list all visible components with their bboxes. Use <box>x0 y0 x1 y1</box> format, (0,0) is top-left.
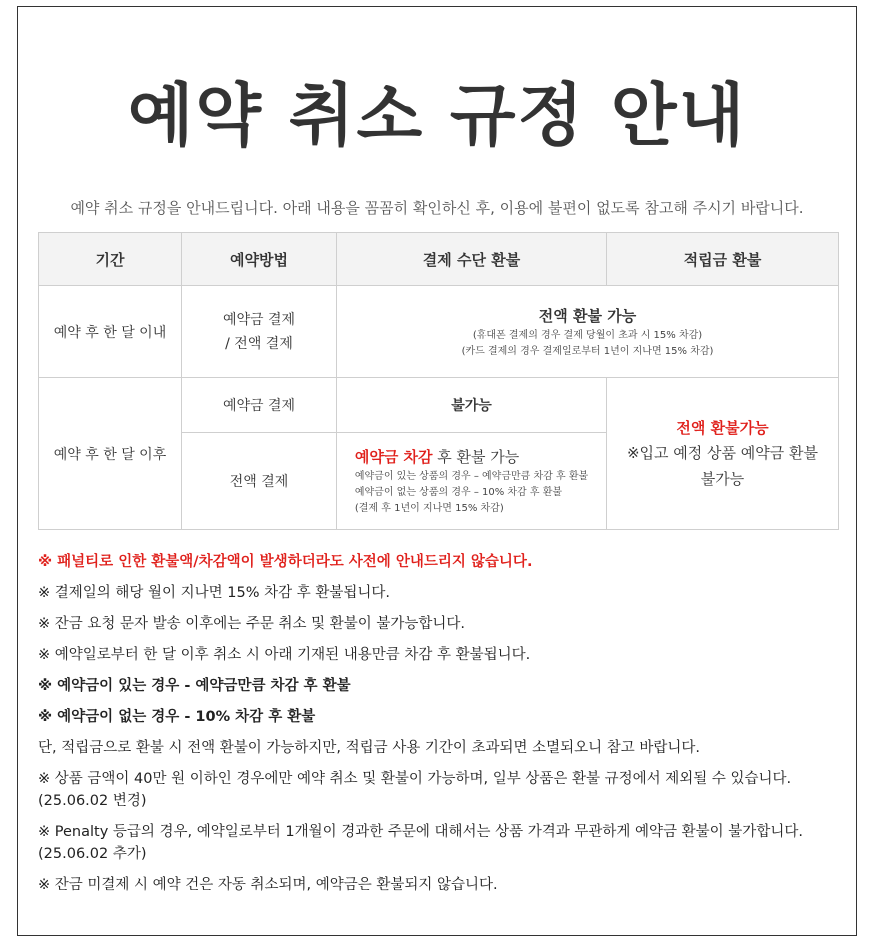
method-cell: 전액 결제 <box>182 433 337 530</box>
method-cell <box>182 286 337 378</box>
method-line: / 전액 결제 <box>225 335 293 352</box>
method-line: 예약금 결제 <box>222 311 296 328</box>
intro-text: 예약 취소 규정을 안내드립니다. 아래 내용을 꼼꼼히 확인하신 후, 이용에 불편이 없도록 참고해 주시기 바랍니다. <box>70 199 804 217</box>
period-cell: 예약 후 한 달 이내 <box>39 286 182 378</box>
refund-note: 예약금이 없는 상품의 경우 – 10% 차감 후 환불 <box>354 487 563 498</box>
note-item: ※ 예약금이 없는 경우 - 10% 차감 후 환불 <box>38 709 316 725</box>
refund-note: (휴대폰 결제의 경우 결제 당월이 초과 시 15% 차감) <box>472 329 703 341</box>
table-header-row <box>39 233 839 286</box>
refund-note: 예약금이 있는 상품의 경우 – 예약금만큼 차감 후 환불 <box>354 471 589 482</box>
header-period: 기간 <box>39 233 182 286</box>
refund-note: (결제 후 1년이 지나면 15% 차감) <box>354 503 504 514</box>
note-item: (25.06.02 추가) <box>38 846 147 862</box>
refund-title: 전액 환불 가능 <box>538 306 637 325</box>
refund-cell: 불가능 <box>337 378 607 433</box>
refund-highlight: 예약금 차감 <box>354 448 433 466</box>
table-row <box>39 378 839 433</box>
note-item: ※ 예약일로부터 한 달 이후 취소 시 아래 기재된 내용만큼 차감 후 환불됩니다. <box>38 647 531 663</box>
page-title: 예약 취소 규정 안내 <box>127 77 747 156</box>
header-points-refund: 적립금 환불 <box>607 233 839 286</box>
refund-cell <box>337 433 607 530</box>
note-item: ※ 상품 금액이 40만 원 이하인 경우에만 예약 취소 및 환불이 가능하며, 일부 상품은 환불 규정에서 제외될 수 있습니다. <box>38 771 792 787</box>
points-refund-title: 전액 환불가능 <box>676 418 769 437</box>
header-method: 예약방법 <box>182 233 337 286</box>
refund-headline-rest: 후 환불 가능 <box>432 448 520 466</box>
refund-note: (카드 결제의 경우 결제일로부터 1년이 지나면 15% 차감) <box>461 345 714 357</box>
refund-detail <box>355 445 588 517</box>
note-item: 단, 적립금으로 환불 시 전액 환불이 가능하지만, 적립금 사용 기간이 초과되면 소멸되오니 참고 바랍니다. <box>38 740 701 756</box>
note-item: ※ 잔금 요청 문자 발송 이후에는 주문 취소 및 환불이 불가능합니다. <box>38 616 466 632</box>
note-item: ※ 잔금 미결제 시 예약 건은 자동 취소되며, 예약금은 환불되지 않습니다. <box>38 877 498 893</box>
points-refund-note: ※입고 예정 상품 예약금 환불 <box>626 443 819 462</box>
period-cell: 예약 후 한 달 이후 <box>39 378 182 530</box>
note-item: ※ 결제일의 해당 월이 지나면 15% 차감 후 환불됩니다. <box>38 585 390 601</box>
note-item: ※ 예약금이 있는 경우 - 예약금만큼 차감 후 환불 <box>38 678 351 694</box>
note-item: (25.06.02 변경) <box>38 793 147 809</box>
header-payment-refund: 결제 수단 환불 <box>337 233 607 286</box>
method-cell: 예약금 결제 <box>182 378 337 433</box>
note-item: ※ Penalty 등급의 경우, 예약일로부터 1개월이 경과한 주문에 대해서는 상품 가격과 무관하게 예약금 환불이 불가합니다. <box>38 824 803 840</box>
refund-headline <box>355 445 588 469</box>
points-refund-cell <box>607 378 839 530</box>
policy-table <box>38 232 839 530</box>
note-item: ※ 패널티로 인한 환불액/차감액이 발생하더라도 사전에 안내드리지 않습니다. <box>38 554 533 570</box>
refund-cell <box>337 286 839 378</box>
table-row <box>39 286 839 378</box>
notes-list <box>38 552 848 906</box>
points-refund-note: 불가능 <box>700 469 745 488</box>
policy-frame <box>17 6 857 936</box>
